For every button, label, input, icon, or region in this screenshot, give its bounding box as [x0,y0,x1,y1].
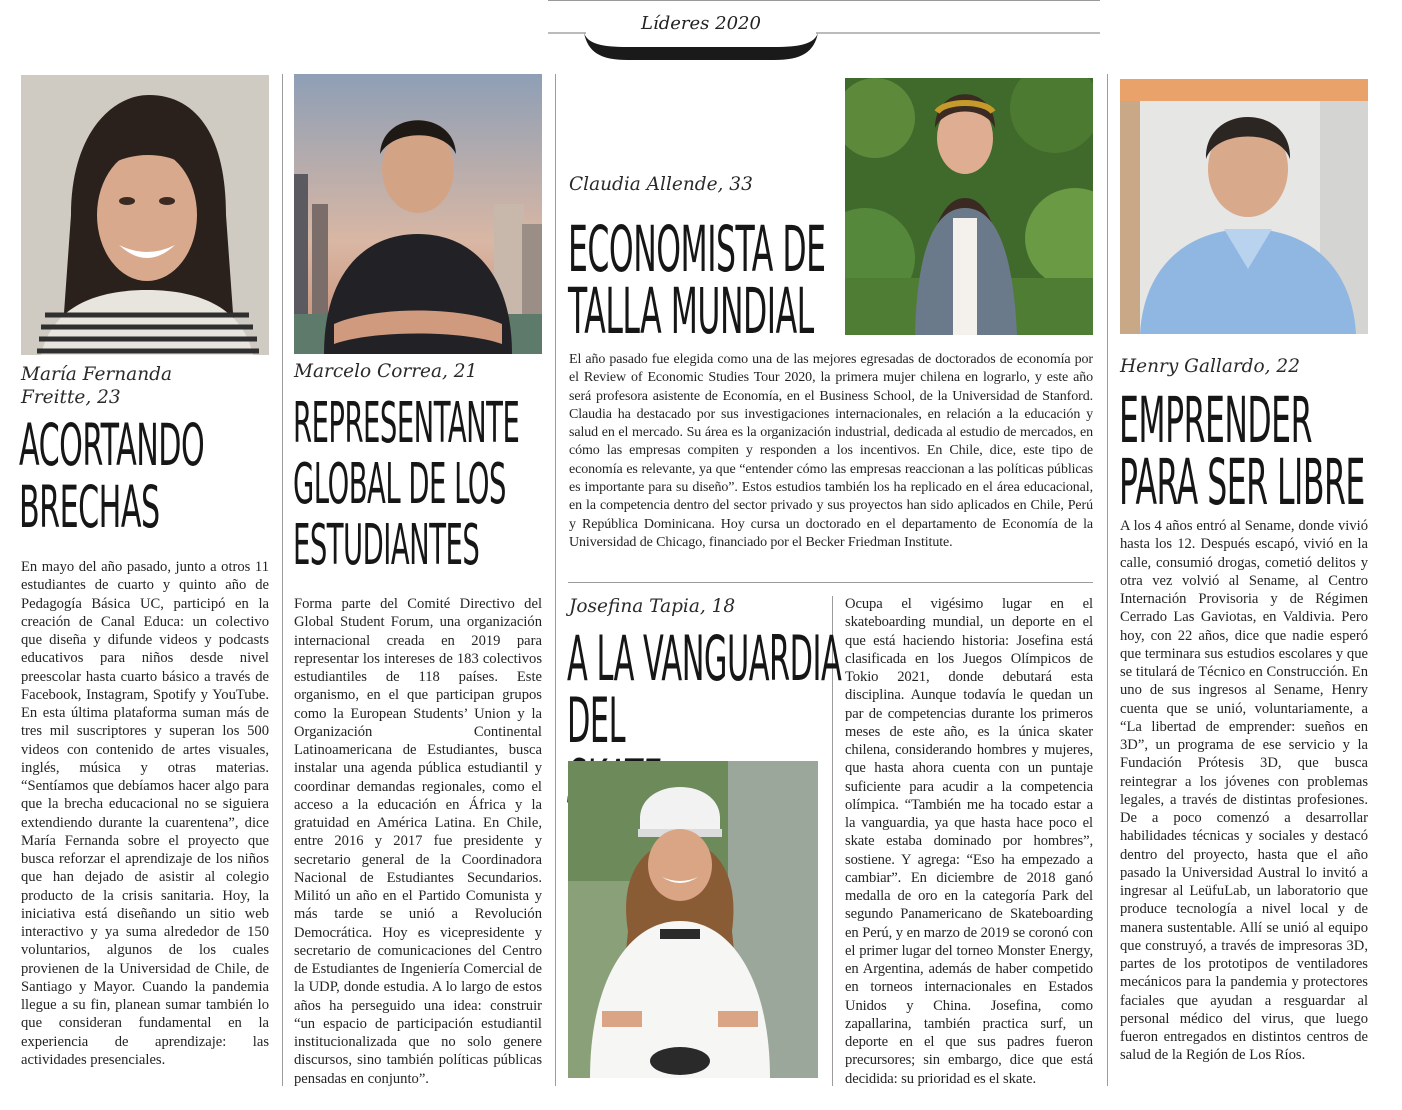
headline-line: PARA SER LIBRE [1119,446,1365,519]
headline-henry [1119,384,1365,519]
article-body-marcelo: Forma parte del Comité Directivo del Global Student Forum, una organización internacional creada en 2019 para representar los intereses de 183 colectivos estudiantiles de 118 países. Este organismo, en el que participan grupos como la European Students’ Union y la Organización Continental Latinoamericana de Estudiantes, busca instalar una agenda pública estudiantil y coordinar demandas regionales, como el acceso a la educación en África y la gratuidad en América Latina. En Chile, entre 2016 y 2017 fue presidente y secretario general de la Coordinadora Nacional de Estudiantes Secundarios. Militó un año en el Partido Comunista y más tarde se unió a Revolución Democrática. Hoy es vicepresidente y secretario de comunicaciones del Centro de Estudiantes de Ingeniería Comercial de la UDP, donde estudia. A lo largo de estos años ha perseguido una idea: construir “un espacio de participación estudiantil institucionalizada que no solo genere discursos, sino también políticas públicas pensadas en conjunto”. [294,596,542,1087]
headline-line: A LA VANGUARDIA [567,622,842,695]
portrait-photo-claudia-allende [845,78,1093,335]
article-body-claudia: El año pasado fue elegida como una de las mejores egresadas de doctorados de economía por el Review of Economic Studies Tour 2020, la primera mujer chilena en lograrlo, y este año será profesora asistente de Economía, en el Business School, de la Universidad de Stanford. Claudia ha destacado por sus investigaciones internacionales, en relación a la educación y salud en el mercado. Su área es la organización industrial, dedicada al estudio de mercados, en cómo las empresas compiten y responden a los incentivos. En Chile, dice, este tipo de economía es relevante, ya que “entender cómo las empresas reaccionan a las políticas públicas es importante para su diseño”. Estos estudios también los ha replicado en el área educacional, en la competencia dentro del sector privado y sus proyectos han sido aplicados en Chile, Perú y República Dominicana. Hoy cursa un doctorado en el departamento de Economía de la Universidad de Chicago, financiado por el Becker Friedman Institute. [569,352,1093,550]
portrait-photo-maria-fernanda [21,75,269,355]
headline-line: EMPRENDER [1119,384,1312,457]
headline-line: ECONOMISTA DE [568,213,826,286]
column-rule [555,74,556,1086]
headline-line: REPRESENTANTE [293,391,520,456]
headline-fragment: DEL [567,684,626,757]
headline-line: TALLA MUNDIAL [568,275,814,348]
header-rule [548,0,1100,1]
article-body-maria: En mayo del año pasado, junto a otros 11 estudiantes de cuarto y quinto año de Pedagogía Básica UC, participó en la creación de Canal Educa: un colectivo que diseña y difunde videos y podcasts educativos para niños desde nivel preescolar hasta cuarto básico a través de Facebook, Instagram, Spotify y YouTube. En esta última plataforma suman más de tres mil suscriptores y superan los 500 videos con contenido de artes visuales, inglés, música y otras materias. “Sentíamos que debíamos hacer algo para que la brecha educacional no se siguiera extendiendo durante la cuarentena”, dice María Fernanda sobre el proyecto que busca reforzar el aprendizaje de los niños que han dejado de asistir al colegio producto de la crisis sanitaria. Hoy, la iniciativa está diseñando un sitio web interactivo y ya suma alrededor de 150 voluntarios, algunos de los cuales provienen de la Universidad de Chile, de Santiago y Mayor. Cuando la pandemia llegue a su fin, planean sumar también lo que consideran fundamental en la experiencia de aprendizaje: las actividades presenciales. [21,559,269,1068]
headline-maria [19,411,205,541]
headline-marcelo [293,393,519,576]
photo-josefina-tapia-helmet [568,761,818,1078]
byline-line: Freitte, 23 [21,387,121,408]
portrait-photo-henry-gallardo [1120,79,1368,334]
portrait-photo-marcelo-correa [294,74,542,354]
headline-line: ACORTANDO [19,411,205,479]
column-rule [282,74,283,1086]
headline-claudia [568,213,826,348]
byline-claudia: Claudia Allende, 33 [569,174,753,195]
byline-line: María Fernanda [21,364,172,385]
byline-josefina: Josefina Tapia, 18 [569,596,736,617]
headline-line: ESTUDIANTES [293,513,480,578]
article-body-henry: A los 4 años entró al Sename, donde vivió hasta los 12. Después escapó, vivió en la calle, consumió drogas, cometió delitos y otra vez volvió al Sename, al Centro Internación Provisoria y de Régimen Cerrado Las Gaviotas, en Valdivia. Pero hoy, con 22 años, dice que nadie esperó que terminara sus estudios escolares y que se titulará de Técnico en Construcción. En uno de sus ingresos al Sename, Henry cuenta que se unió, voluntariamente, a “La libertad de emprender: sueños en 3D”, un programa de ese servicio y la Fundación Prótesis 3D, que busca reintegrar a los jóvenes con problemas legales, a través de distintas profesiones. De a poco comenzó a desarrollar habilidades técnicas y sociales y destacó dentro del proyecto, hasta que el año pasado la Universidad Austral lo invitó a ingresar al LeüfuLab, un laboratorio que produce tecnología a nivel local y de manera sustentable. Allí se unió al equipo que construyó, a través de impresoras 3D, partes de los prototipos de ventiladores mecánicos para la pandemia y protectores faciales que ayudan a resguardar al personal médico del virus, que luego fueron entregados en distintos centros de salud de la Región de Los Ríos. [1120,518,1368,1064]
byline-henry: Henry Gallardo, 22 [1120,356,1300,377]
byline-maria [21,363,172,409]
headline-line: GLOBAL DE LOS [293,452,506,517]
byline-marcelo: Marcelo Correa, 21 [294,361,478,382]
section-title: Líderes 2020 [641,13,761,34]
horizontal-rule [568,582,1093,583]
column-rule [1107,74,1108,1086]
article-body-josefina: Ocupa el vigésimo lugar en el skateboarding mundial, un deporte en el que está haciendo historia: Josefina está clasificada en los Juegos Olímpicos de Tokio 2021, donde debutará esta disciplina. Aunque todavía le quedan un par de competencias durante los primeros meses de este año, es la única skater chilena, considerando hombres y mujeres, que hasta ahora cuenta con un puntaje suficiente para acudir a la competencia olímpica. “También me ha tocado estar a la vanguardia, ya que hasta hace poco el skate estaba dominado por hombres”, sostiene. Y agrega: “Eso ha empezado a cambiar”. En diciembre de 2018 ganó medalla de oro en la categoría Park del segundo Panamericano de Skateboarding en Perú, y en marzo de 2019 se coronó con el primer lugar del torneo Monster Energy, en Argentina, además de haber competido en torneos internacionales en Estados Unidos y China. Josefina, como zapallarina, también practica surf, un deporte en el que sus padres fueron precursores; sin embargo, dice que está decidida: su prioridad es el skate. [845,596,1093,1087]
headline-line: BRECHAS [19,473,160,541]
